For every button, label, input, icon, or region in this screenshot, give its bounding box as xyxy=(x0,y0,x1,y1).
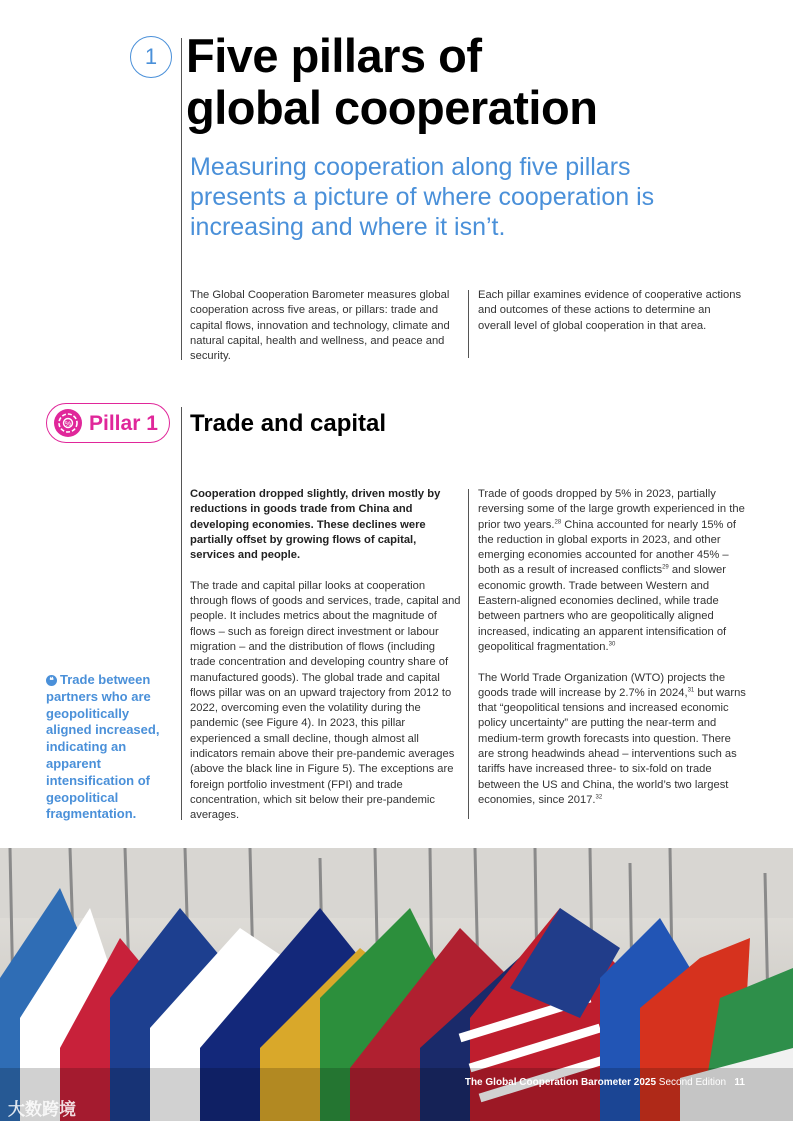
footnote-ref: 28 xyxy=(554,518,562,525)
chapter-number-badge: 1 xyxy=(130,36,172,78)
footnote-ref: 30 xyxy=(608,641,616,648)
pillar-badge xyxy=(46,403,170,443)
section-divider xyxy=(181,407,182,820)
page-title-line-2: global cooperation xyxy=(186,81,598,134)
publication-title: The Global Cooperation Barometer 2025 xyxy=(464,1077,657,1088)
page-title-line-1: Five pillars of xyxy=(186,29,482,82)
watermark-text: 大数跨境 xyxy=(8,1100,76,1119)
intro-column-divider xyxy=(468,290,469,358)
intro-column-2: Each pillar examines evidence of cooperative actions and outcomes of these actions to determine an overall level of global cooperation in that area. xyxy=(478,289,742,332)
page-subtitle: Measuring cooperation along five pillars presents a picture of where cooperation is increasing and where it isn’t. xyxy=(190,153,655,241)
body-paragraph: Trade of goods dropped by 5% in 2023, partially reversing some of the large growth experienced in the prior two years.$^{28}$ China accounted for nearly 15% of the reduction in global exports in 2023, and other emerging economies accounted for another 45% – both as a result of increased conflicts$^{29}$ and slower economic growth. Trade between Western and Eastern-aligned economies declined, while trade between partners who are geopolitically aligned increased, indicating an apparent intensification of geopolitical fragmentation.$^{30}$ xyxy=(478,488,745,653)
body-paragraph: The World Trade Organization (WTO) projects the goods trade will increase by 2.7% in 2024,31 but warns that “geopolitical tensions and increased economic policy uncertainty” are putting the near-term and medium-term growth forecasts into question. There are strong headwinds ahead – interventions such as tariffs have increased three- to six-fold on trade between the US and China, the world’s two largest economies, since 2017.32 xyxy=(478,671,746,806)
page-footer xyxy=(465,1077,745,1088)
footnote-ref: 29 xyxy=(662,564,669,571)
pillar-label: Pillar 1 xyxy=(89,412,158,435)
footnote-ref: 31 xyxy=(687,687,695,694)
lead-paragraph: Cooperation dropped slightly, driven mostly by reductions in goods trade from China and developing economies. These declines were partially offset by growing flows of capital, services and people. xyxy=(190,488,441,562)
quote-icon: ❝ xyxy=(46,675,57,686)
pull-quote xyxy=(46,672,171,823)
section-title: Trade and capital xyxy=(190,410,387,437)
footnote-ref: 32 xyxy=(595,794,603,801)
body-column-divider xyxy=(468,489,469,819)
watermark-logo xyxy=(8,1095,76,1120)
page-number: 11 xyxy=(734,1077,745,1088)
pull-quote-text: Trade between partners who are geopolitically aligned increased, indicating an apparent intensification of geopolitical fragmentation. xyxy=(46,672,160,822)
edition-label: Second Edition xyxy=(658,1077,727,1088)
trade-pillar-icon xyxy=(54,409,82,437)
svg-text:%: % xyxy=(64,421,72,428)
page-title xyxy=(186,30,597,134)
header-divider xyxy=(181,38,182,360)
intro-column-1: The Global Cooperation Barometer measures global cooperation across five areas, or pillars: trade and capital flows, innovation and technology, climate and natural capital, health and wellness, and peace and security. xyxy=(190,289,450,363)
body-paragraph: The trade and capital pillar looks at cooperation through flows of goods and services, trade, capital and people. It includes metrics about the magnitude of flows – such as foreign direct investment or labour migration – and the distribution of flows (including trade concentration and developing country share of manufactured goods). The global trade and capital flows pillar was on an upward trajectory from 2012 to 2022, overcoming even the volatility during the pandemic (see Figure 4). In 2023, this pillar experienced a small decline, though almost all indicators remain above their pre-pandemic averages (above the black line in Figure 5). The exceptions are foreign portfolio investment (FPI) and trade concentration, which sit below their pre-pandemic averages. xyxy=(190,579,461,822)
body-column-left xyxy=(190,487,462,839)
body-column-right xyxy=(478,487,746,824)
